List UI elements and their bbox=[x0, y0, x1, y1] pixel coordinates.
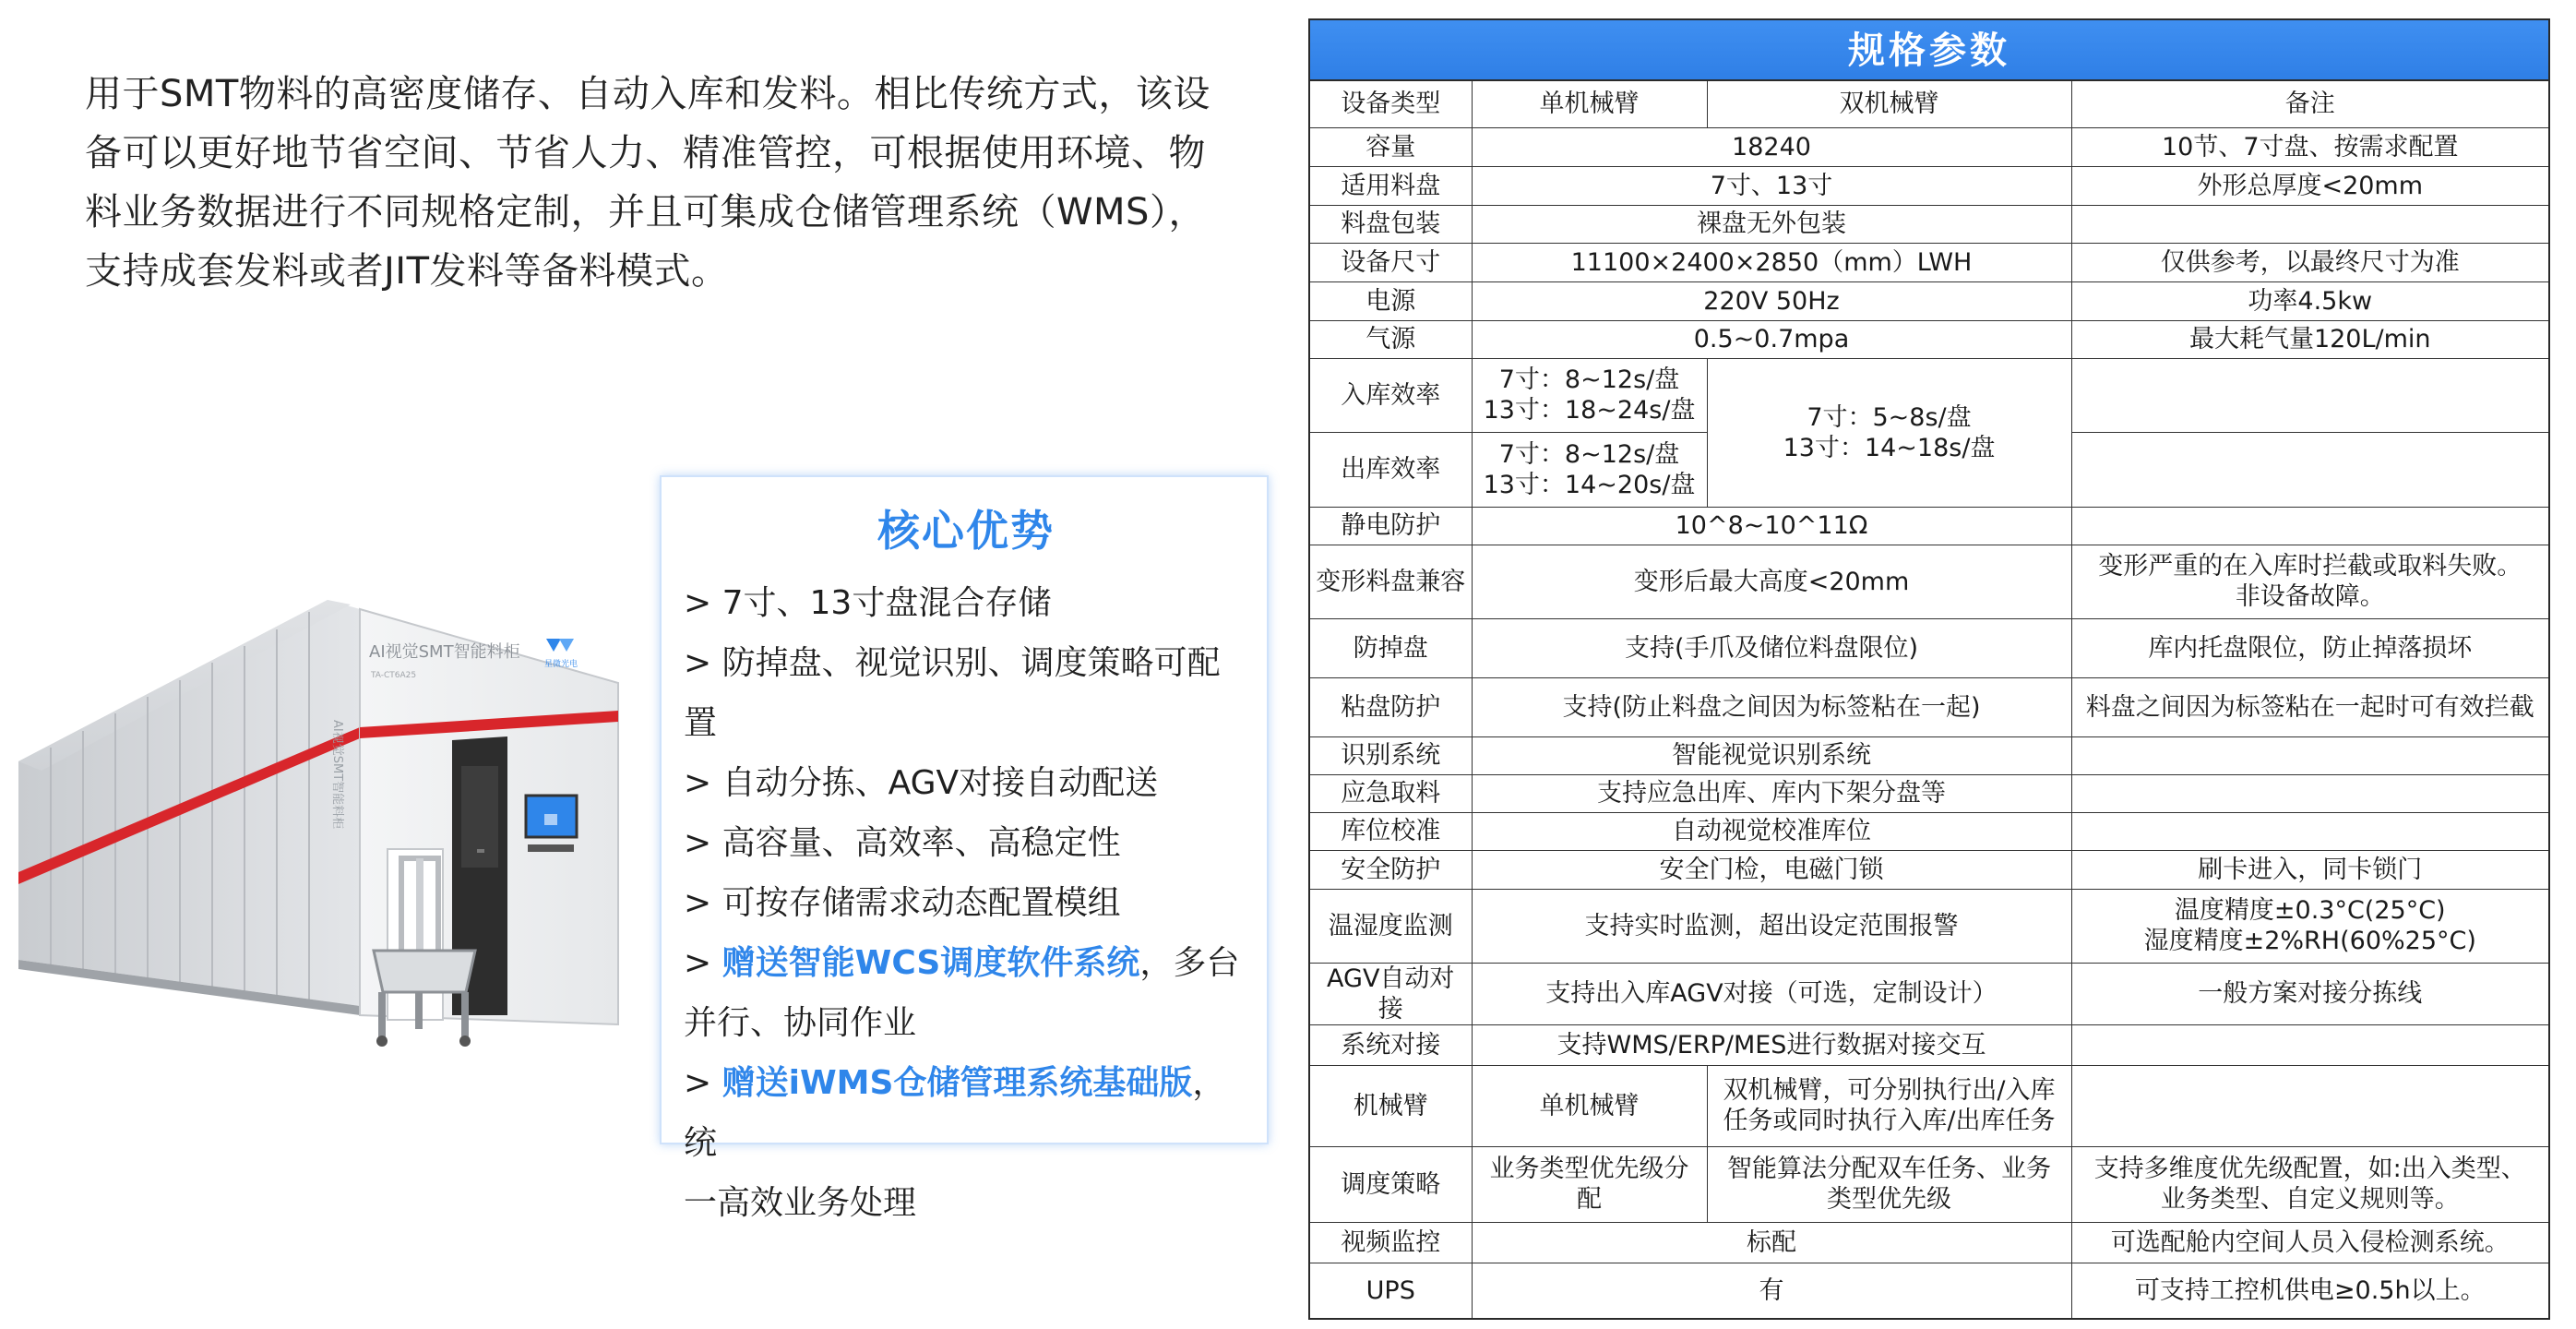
spec-value: 支持WMS/ERP/MES进行数据对接交互 bbox=[1472, 1024, 2071, 1065]
spec-label: 识别系统 bbox=[1310, 736, 1472, 774]
intro-line: 备可以更好地节省空间、节省人力、精准管控，可根据使用环境、物 bbox=[85, 132, 1206, 174]
table-row bbox=[1310, 618, 2548, 677]
spec-note: 最大耗气量120L/min bbox=[2071, 320, 2548, 358]
table-row bbox=[1310, 545, 2548, 618]
spec-label: 设备类型 bbox=[1310, 81, 1472, 127]
advantage-item bbox=[684, 633, 1248, 753]
spec-cell-line: 双机械臂，可分别执行出/入库 bbox=[1723, 1076, 2056, 1105]
advantage-item bbox=[684, 573, 1248, 633]
advantage-text: 并行、协同作业 bbox=[684, 1004, 917, 1042]
table-row bbox=[1310, 1222, 2548, 1263]
spec-value: 支持(防止料盘之间因为标签粘在一起) bbox=[1472, 677, 2071, 736]
spec-note bbox=[2071, 736, 2548, 774]
spec-label: 防掉盘 bbox=[1310, 618, 1472, 677]
spec-cell-line: 配 bbox=[1577, 1185, 1602, 1214]
spec-value: 11100×2400×2850（mm）LWH bbox=[1472, 243, 2071, 281]
advantage-text: 高容量、高效率、高稳定性 bbox=[722, 824, 1121, 862]
spec-value: 支持(手爪及储位料盘限位) bbox=[1472, 618, 2071, 677]
table-row bbox=[1310, 736, 2548, 774]
spec-note-line: 非设备故障。 bbox=[2235, 582, 2385, 611]
spec-cell bbox=[1472, 1146, 1707, 1222]
spec-label: 电源 bbox=[1310, 281, 1472, 320]
advantage-prefix: > bbox=[684, 944, 722, 982]
spec-note: 外形总厚度<20mm bbox=[2071, 166, 2548, 205]
machine-sign-text: AI视觉SMT智能料柜 bbox=[369, 642, 520, 662]
table-row bbox=[1310, 507, 2548, 545]
spec-value: 10^8~10^11Ω bbox=[1472, 507, 2071, 545]
table-row bbox=[1310, 281, 2548, 320]
spec-label: 出库效率 bbox=[1310, 432, 1472, 507]
spec-cell-line: 类型优先级 bbox=[1827, 1185, 1951, 1214]
spec-value: 18240 bbox=[1472, 127, 2071, 166]
spec-label: AGV自动对接 bbox=[1310, 963, 1472, 1024]
advantage-prefix: > bbox=[684, 884, 722, 922]
spec-note bbox=[2071, 1146, 2548, 1222]
smart-storage-cabinet-image bbox=[9, 581, 646, 1061]
spec-value: 智能视觉识别系统 bbox=[1472, 736, 2071, 774]
spec-note-line: 支持多维度优先级配置，如:出入类型、 bbox=[2093, 1155, 2526, 1183]
spec-value: 220V 50Hz bbox=[1472, 281, 2071, 320]
table-row bbox=[1310, 1146, 2548, 1222]
advantages-list bbox=[684, 573, 1248, 1233]
spec-label: 料盘包装 bbox=[1310, 205, 1472, 243]
spec-label: 适用料盘 bbox=[1310, 166, 1472, 205]
advantage-prefix: > bbox=[684, 1064, 722, 1102]
advantage-text: 可按存储需求动态配置模组 bbox=[722, 884, 1121, 922]
machine-side-text: AI视觉SMT智能料柜 bbox=[330, 720, 344, 830]
advantage-highlight: 赠送iWMS仓储管理系统基础版 bbox=[722, 1064, 1193, 1102]
spec-cell bbox=[1707, 1146, 2071, 1222]
advantage-text: 一高效业务处理 bbox=[684, 1184, 917, 1222]
spec-cell-line: 7寸：8~12s/盘 bbox=[1498, 365, 1680, 394]
spec-note-line: 温度精度±0.3°C(25°C) bbox=[2174, 896, 2446, 925]
intro-line: 支持成套发料或者JIT发料等备料模式。 bbox=[85, 250, 729, 293]
spec-label: 入库效率 bbox=[1310, 358, 1472, 432]
spec-note: 功率4.5kw bbox=[2071, 281, 2548, 320]
table-row bbox=[1310, 81, 2548, 127]
spec-note: 仅供参考，以最终尺寸为准 bbox=[2071, 243, 2548, 281]
spec-note bbox=[2071, 507, 2548, 545]
advantage-prefix: > bbox=[684, 764, 722, 802]
spec-cell: 双机械臂 bbox=[1707, 81, 2071, 127]
advantage-item bbox=[684, 813, 1248, 873]
spec-cell-line: 7寸：8~12s/盘 bbox=[1498, 439, 1680, 469]
spec-value: 支持出入库AGV对接（可选，定制设计） bbox=[1472, 963, 2071, 1024]
spec-cell-line: 13寸：14~20s/盘 bbox=[1483, 470, 1696, 499]
spec-label: UPS bbox=[1310, 1263, 1472, 1318]
table-row bbox=[1310, 127, 2548, 166]
spec-label: 调度策略 bbox=[1310, 1146, 1472, 1222]
spec-label: 应急取料 bbox=[1310, 774, 1472, 812]
table-row bbox=[1310, 774, 2548, 812]
advantage-item bbox=[684, 933, 1248, 993]
spec-cell-line: 7寸：5~8s/盘 bbox=[1807, 402, 1972, 432]
spec-value: 7寸、13寸 bbox=[1472, 166, 2071, 205]
spec-note bbox=[2071, 432, 2548, 507]
machine-logo-text: 星微光电 bbox=[544, 660, 578, 669]
spec-label: 安全防护 bbox=[1310, 850, 1472, 889]
advantage-prefix: > bbox=[684, 824, 722, 862]
spec-value: 0.5~0.7mpa bbox=[1472, 320, 2071, 358]
spec-note: 可支持工控机供电≥0.5h以上。 bbox=[2071, 1263, 2548, 1318]
spec-cell-line: 智能算法分配双车任务、业务 bbox=[1727, 1155, 2051, 1183]
spec-label: 设备尺寸 bbox=[1310, 243, 1472, 281]
intro-line: 用于SMT物料的高密度储存、自动入库和发料。相比传统方式，该设 bbox=[85, 73, 1210, 115]
spec-note bbox=[2071, 1065, 2548, 1146]
spec-note bbox=[2071, 205, 2548, 243]
spec-note: 一般方案对接分拣线 bbox=[2071, 963, 2548, 1024]
machine-model-text: TA-CT6A25 bbox=[371, 671, 417, 680]
spec-label: 温湿度监测 bbox=[1310, 889, 1472, 963]
intro-line: 料业务数据进行不同规格定制，并且可集成仓储管理系统（WMS）， bbox=[85, 191, 1206, 233]
core-advantages-card bbox=[660, 475, 1269, 1222]
spec-note bbox=[2071, 774, 2548, 812]
spec-value: 标配 bbox=[1472, 1222, 2071, 1263]
spec-label: 视频监控 bbox=[1310, 1222, 1472, 1263]
advantage-text: 防掉盘、视觉识别、调度策略可配置 bbox=[684, 644, 1221, 742]
spec-table-title: 规格参数 bbox=[1310, 20, 2548, 81]
spec-cell: 单机械臂 bbox=[1472, 81, 1707, 127]
spec-note-line: 变形严重的在入库时拦截或取料失败。 bbox=[2098, 552, 2522, 581]
spec-cell bbox=[1707, 358, 2071, 507]
spec-value: 有 bbox=[1472, 1263, 2071, 1318]
table-row bbox=[1310, 358, 2548, 432]
spec-cell-line: 13寸：18~24s/盘 bbox=[1483, 396, 1696, 425]
table-row bbox=[1310, 1263, 2548, 1318]
spec-table bbox=[1308, 18, 2550, 1320]
spec-value: 安全门检，电磁门锁 bbox=[1472, 850, 2071, 889]
spec-note bbox=[2071, 812, 2548, 850]
spec-cell bbox=[1472, 358, 1707, 432]
table-row bbox=[1310, 963, 2548, 1024]
spec-cell bbox=[1472, 432, 1707, 507]
spec-value: 变形后最大高度<20mm bbox=[1472, 545, 2071, 618]
spec-cell: 单机械臂 bbox=[1472, 1065, 1707, 1146]
spec-note bbox=[2071, 545, 2548, 618]
spec-value: 支持应急出库、库内下架分盘等 bbox=[1472, 774, 2071, 812]
advantage-prefix: > bbox=[684, 584, 722, 622]
advantage-item bbox=[684, 1053, 1248, 1173]
table-row bbox=[1310, 1024, 2548, 1065]
machine-illustration bbox=[9, 581, 646, 1061]
advantage-item bbox=[684, 993, 1248, 1053]
advantage-highlight: 赠送智能WCS调度软件系统 bbox=[722, 944, 1140, 982]
spec-note: 可选配舱内空间人员入侵检测系统。 bbox=[2071, 1222, 2548, 1263]
spec-value: 自动视觉校准库位 bbox=[1472, 812, 2071, 850]
advantage-prefix: > bbox=[684, 644, 722, 682]
core-advantages-title: 核心优势 bbox=[877, 506, 1055, 556]
brand-logo-icon bbox=[546, 639, 574, 652]
table-row bbox=[1310, 889, 2548, 963]
table-row bbox=[1310, 850, 2548, 889]
spec-note-line: 湿度精度±2%RH(60%25°C) bbox=[2143, 927, 2476, 955]
spec-note bbox=[2071, 358, 2548, 432]
spec-grid bbox=[1310, 81, 2548, 1318]
advantage-text: 7寸、13寸盘混合存储 bbox=[722, 584, 1052, 622]
spec-note-line: 业务类型、自定义规则等。 bbox=[2160, 1185, 2460, 1214]
spec-label: 容量 bbox=[1310, 127, 1472, 166]
spec-note: 10节、7寸盘、按需求配置 bbox=[2071, 127, 2548, 166]
spec-value: 裸盘无外包装 bbox=[1472, 205, 2071, 243]
spec-note: 料盘之间因为标签粘在一起时可有效拦截 bbox=[2071, 677, 2548, 736]
spec-cell-line: 业务类型优先级分 bbox=[1489, 1155, 1689, 1183]
intro-paragraph bbox=[85, 65, 1275, 301]
spec-note bbox=[2071, 1024, 2548, 1065]
table-row bbox=[1310, 205, 2548, 243]
spec-cell-line: 任务或同时执行入库/出库任务 bbox=[1723, 1107, 2056, 1135]
spec-label: 库位校准 bbox=[1310, 812, 1472, 850]
advantage-item bbox=[684, 873, 1248, 933]
spec-cell bbox=[1707, 1065, 2071, 1146]
table-row bbox=[1310, 243, 2548, 281]
table-row bbox=[1310, 166, 2548, 205]
spec-note: 刷卡进入，同卡锁门 bbox=[2071, 850, 2548, 889]
spec-label: 系统对接 bbox=[1310, 1024, 1472, 1065]
advantage-text: ，统 bbox=[684, 1064, 1226, 1162]
table-row bbox=[1310, 812, 2548, 850]
advantage-item bbox=[684, 1173, 1248, 1233]
spec-cell-line: 13寸：14~18s/盘 bbox=[1783, 433, 1996, 462]
spec-label: 变形料盘兼容 bbox=[1310, 545, 1472, 618]
table-row bbox=[1310, 1065, 2548, 1146]
advantage-item bbox=[684, 753, 1248, 813]
spec-note bbox=[2071, 889, 2548, 963]
table-row bbox=[1310, 677, 2548, 736]
advantage-text: ，多台 bbox=[1139, 944, 1240, 982]
spec-label: 静电防护 bbox=[1310, 507, 1472, 545]
spec-label: 粘盘防护 bbox=[1310, 677, 1472, 736]
advantage-text: 自动分拣、AGV对接自动配送 bbox=[722, 764, 1159, 802]
spec-note: 备注 bbox=[2071, 81, 2548, 127]
table-row bbox=[1310, 320, 2548, 358]
spec-label: 机械臂 bbox=[1310, 1065, 1472, 1146]
spec-value: 支持实时监测，超出设定范围报警 bbox=[1472, 889, 2071, 963]
spec-note: 库内托盘限位，防止掉落损坏 bbox=[2071, 618, 2548, 677]
spec-label: 气源 bbox=[1310, 320, 1472, 358]
